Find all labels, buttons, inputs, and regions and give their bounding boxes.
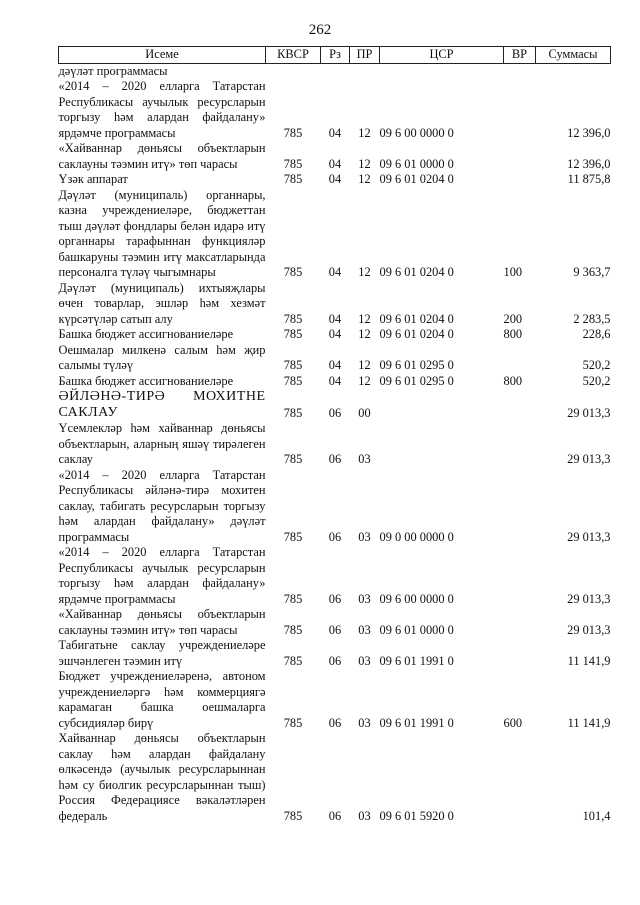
row-kvsr: 785 xyxy=(283,373,303,388)
row-sum: 228,6 xyxy=(582,327,611,341)
row-kvsr: 785 xyxy=(283,452,303,466)
header-kvsr: КВСР xyxy=(266,47,321,64)
header-name: Исеме xyxy=(59,47,266,64)
row-vr xyxy=(504,607,536,638)
row-name: Оешмалар милкенә салым һәм җир салымы түләү xyxy=(58,342,266,372)
row-name: «2014 – 2020 елларга Татарстан Республикасы аучылык ресурсларын торгызу һәм алардан файдалану» ярдәмче программасы xyxy=(58,545,266,606)
table-row xyxy=(59,638,611,669)
row-pr: 03 xyxy=(358,529,371,544)
budget-table xyxy=(58,46,611,824)
row-csr: 09 6 01 0204 0 xyxy=(379,265,454,279)
row-name: «Хайваннар дөньясы объектларын саклауны тәэмин итү» төп чарасы xyxy=(58,607,266,637)
row-rz: 06 xyxy=(328,808,342,823)
page-number: 262 xyxy=(308,22,332,38)
table-row xyxy=(59,607,611,638)
row-sum: 29 013,3 xyxy=(567,529,611,544)
row-pr: 12 xyxy=(358,265,371,279)
row-kvsr: 785 xyxy=(283,715,303,730)
row-vr xyxy=(504,389,536,421)
row-kvsr: 785 xyxy=(283,327,303,341)
row-kvsr: 785 xyxy=(283,358,303,372)
row-sum: 9 363,7 xyxy=(573,265,611,279)
row-sum: 11 875,8 xyxy=(567,172,611,186)
row-rz: 04 xyxy=(328,125,342,140)
row-sum: 520,2 xyxy=(582,358,611,372)
row-rz: 06 xyxy=(328,653,342,668)
row-pr: 12 xyxy=(358,327,371,341)
table-row xyxy=(59,79,611,141)
row-csr: 09 6 00 0000 0 xyxy=(379,591,454,606)
row-csr: 09 6 00 0000 0 xyxy=(379,125,454,140)
row-vr xyxy=(504,141,536,172)
row-csr xyxy=(380,63,504,79)
row-pr: 00 xyxy=(358,405,371,420)
table-row xyxy=(59,281,611,328)
row-csr: 09 6 01 5920 0 xyxy=(379,808,454,823)
row-pr xyxy=(350,63,380,79)
table-row xyxy=(59,545,611,607)
row-vr xyxy=(504,638,536,669)
row-sum: 12 396,0 xyxy=(567,156,611,171)
table-row xyxy=(59,468,611,546)
row-sum: 101,4 xyxy=(582,808,611,823)
row-sum xyxy=(536,63,611,79)
table-row xyxy=(59,327,611,343)
table-header xyxy=(59,47,611,64)
row-csr: 09 6 01 0204 0 xyxy=(379,311,454,326)
row-name: Бюджет учреждениеләренә, автоном учреждениеләргә һәм коммерциягә карамаган башка оешмаларга субсидияләр бирү xyxy=(58,669,266,730)
row-pr: 03 xyxy=(358,808,371,823)
row-vr: 800 xyxy=(503,373,523,388)
row-rz: 06 xyxy=(328,452,342,466)
row-rz: 06 xyxy=(328,622,342,637)
header-vr: ВР xyxy=(504,47,536,64)
row-pr: 12 xyxy=(358,156,371,171)
row-pr: 12 xyxy=(358,311,371,326)
row-csr: 09 6 01 0204 0 xyxy=(379,327,454,341)
table-row xyxy=(59,731,611,824)
row-rz xyxy=(321,63,350,79)
row-csr: 09 6 01 1991 0 xyxy=(379,653,454,668)
row-kvsr: 785 xyxy=(283,405,303,420)
row-name: дәүләт программасы xyxy=(58,63,168,78)
row-rz: 04 xyxy=(328,172,342,186)
row-rz: 06 xyxy=(328,591,342,606)
table-row xyxy=(59,389,611,421)
row-vr xyxy=(504,343,536,374)
row-rz: 06 xyxy=(328,529,342,544)
row-sum: 29 013,3 xyxy=(567,405,611,420)
row-rz: 04 xyxy=(328,311,342,326)
header-rz: Рз xyxy=(321,47,350,64)
row-sum: 2 283,5 xyxy=(573,311,611,326)
row-pr: 12 xyxy=(358,373,371,388)
table-row xyxy=(59,63,611,79)
row-csr xyxy=(380,421,504,468)
row-vr xyxy=(504,79,536,141)
header-sum: Суммасы xyxy=(536,47,611,64)
row-vr xyxy=(504,421,536,468)
row-name: Башка бюджет ассигнованиеләре xyxy=(58,327,234,341)
row-name: Дәүләт (муниципаль) ихтыяҗлары өчен товарлар, эшләр һәм хезмәт күрсәтүләр сатып алу xyxy=(58,280,266,326)
table-row xyxy=(59,188,611,281)
row-pr: 12 xyxy=(358,125,371,140)
row-pr: 03 xyxy=(358,622,371,637)
row-kvsr: 785 xyxy=(283,529,303,544)
row-name: Үзәк аппарат xyxy=(58,172,128,186)
row-rz: 04 xyxy=(328,156,342,171)
header-csr: ЦСР xyxy=(380,47,504,64)
row-vr xyxy=(504,468,536,546)
row-csr: 09 6 01 0204 0 xyxy=(379,172,454,186)
table-row xyxy=(59,172,611,188)
row-vr: 100 xyxy=(503,265,523,279)
row-sum: 12 396,0 xyxy=(567,125,611,140)
row-name: Үсемлекләр һәм хайваннар дөньясы объектларын, аларның яшәү тирәлеген саклау xyxy=(58,421,266,466)
row-vr xyxy=(504,172,536,188)
row-sum: 29 013,3 xyxy=(567,622,611,637)
row-kvsr: 785 xyxy=(283,311,303,326)
row-rz: 04 xyxy=(328,327,342,341)
row-kvsr xyxy=(266,63,321,79)
row-sum: 29 013,3 xyxy=(567,591,611,606)
row-sum: 11 141,9 xyxy=(567,653,611,668)
table-row xyxy=(59,669,611,731)
row-vr xyxy=(504,63,536,79)
table-row xyxy=(59,343,611,374)
row-vr: 200 xyxy=(503,311,523,326)
row-name: ӘЙЛӘНӘ-ТИРӘ МОХИТНЕ САКЛАУ xyxy=(58,389,266,420)
row-kvsr: 785 xyxy=(283,591,303,606)
table-row xyxy=(59,141,611,172)
row-rz: 06 xyxy=(328,405,342,420)
row-kvsr: 785 xyxy=(283,125,303,140)
row-vr: 800 xyxy=(503,327,523,341)
row-rz: 06 xyxy=(328,715,342,730)
row-sum: 520,2 xyxy=(582,373,611,388)
row-name: «Хайваннар дөньясы объектларын саклауны тәэмин итү» төп чарасы xyxy=(58,141,266,171)
row-sum: 11 141,9 xyxy=(567,715,611,730)
row-name: Башка бюджет ассигнованиеләре xyxy=(58,373,234,388)
row-kvsr: 785 xyxy=(283,808,303,823)
row-pr: 12 xyxy=(358,172,371,186)
row-kvsr: 785 xyxy=(283,172,303,186)
row-pr: 03 xyxy=(358,591,371,606)
row-csr xyxy=(380,389,504,421)
row-name: Дәүләт (муниципаль) органнары, казна учреждениеләре, бюджеттан тыш дәүләт фондлары белән идарә итү органнары тарафыннан функцияләр башкаруны тәэмин итү максатларында персоналга түләү чыгымнары xyxy=(58,187,266,279)
row-name: «2014 – 2020 елларга Татарстан Республикасы әйләнә-тирә мохитен саклау, табигать ресурсларын торгызу һәм алардан файдалану» дәүләт программасы xyxy=(58,467,266,544)
row-pr: 03 xyxy=(358,715,371,730)
row-csr: 09 6 01 0295 0 xyxy=(379,373,454,388)
row-pr: 12 xyxy=(358,358,371,372)
table-row xyxy=(59,374,611,390)
row-name: Хайваннар дөньясы объектларын саклау һәм алардан файдалану өлкәсендә (аучылык ресурсларыннан һәм су биолгик ресурсларыннан тыш) Россия Федерациясе вәкаләтләрен федераль xyxy=(58,731,266,823)
row-rz: 04 xyxy=(328,265,342,279)
row-rz: 04 xyxy=(328,373,342,388)
row-csr: 09 6 01 0000 0 xyxy=(379,156,454,171)
header-pr: ПР xyxy=(350,47,380,64)
row-name: «2014 – 2020 елларга Татарстан Республикасы аучылык ресурсларын торгызу һәм алардан файдалану» ярдәмче программасы xyxy=(58,79,266,140)
row-kvsr: 785 xyxy=(283,265,303,279)
row-csr: 09 6 01 0000 0 xyxy=(379,622,454,637)
row-pr: 03 xyxy=(358,653,371,668)
row-vr: 600 xyxy=(503,715,523,730)
row-csr: 09 0 00 0000 0 xyxy=(379,529,454,544)
row-pr: 03 xyxy=(358,452,371,466)
row-csr: 09 6 01 1991 0 xyxy=(379,715,454,730)
row-sum: 29 013,3 xyxy=(567,452,611,466)
table-row xyxy=(59,421,611,468)
row-csr: 09 6 01 0295 0 xyxy=(379,358,454,372)
table-body xyxy=(59,63,611,824)
row-name: Табигатьне саклау учреждениеләре эшчәнлеген тәэмин итү xyxy=(58,638,266,668)
row-rz: 04 xyxy=(328,358,342,372)
row-vr xyxy=(504,545,536,607)
row-kvsr: 785 xyxy=(283,622,303,637)
row-kvsr: 785 xyxy=(283,156,303,171)
row-vr xyxy=(504,731,536,824)
row-kvsr: 785 xyxy=(283,653,303,668)
